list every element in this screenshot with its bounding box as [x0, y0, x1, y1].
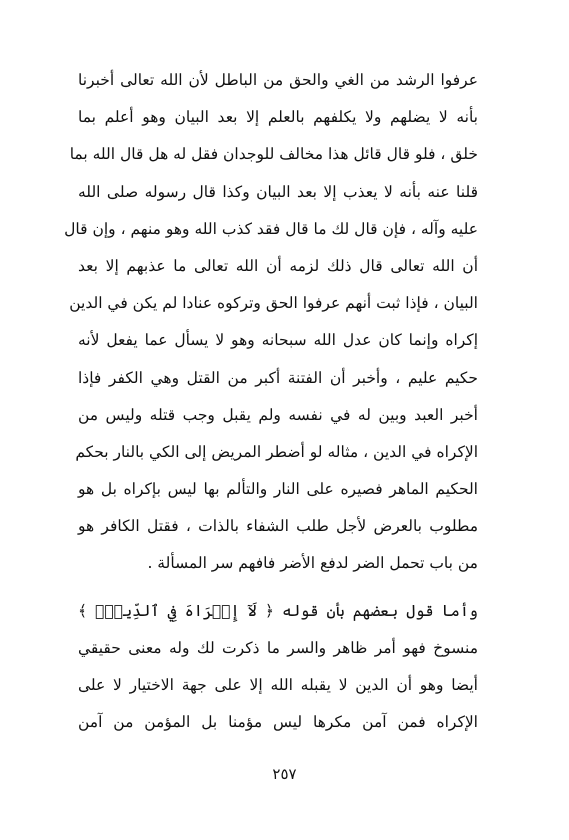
text-line: الإكراه في الدين ، مثاله لو أضطر المريض إلى الكي بالنار بحكم: [75, 442, 478, 461]
text-line: من باب تحمل الضر لدفع الأضر فافهم سر المسألة .: [147, 554, 478, 573]
text-line: خلق ، فلو قال قائل هذا مخالف للوجدان فقل له هل قال الله بما: [69, 145, 478, 164]
page-body: [64, 62, 478, 741]
text-line: وأما قول بعضهم بأن قوله ﴿ لَآ إِكۡرَاهَ فِي ٱلدِّينِۖ ﴾: [78, 601, 478, 620]
text-line: حكيم عليم ، وأخبر أن الفتنة أكبر من القتل وهي الكفر فإذا: [78, 368, 478, 387]
text-line: إكراه وإنما كان عدل الله سبحانه وهو لا يسأل عما يفعل لأنه: [78, 331, 478, 350]
text-line: الحكيم الماهر فصيره على النار والتألم بها ليس بإكراه بل هو: [78, 480, 478, 499]
page-number: ٢٥٧: [272, 765, 297, 783]
text-line: عرفوا الرشد من الغي والحق من الباطل لأن الله تعالى أخبرنا: [78, 71, 478, 89]
text-line: الإكراه فمن آمن مكرها ليس مؤمنا بل المؤمن من آمن: [78, 713, 478, 732]
text-line: أخبر العبد وبين له في نفسه ولم يقبل وجب قتله وليس من: [78, 405, 478, 424]
text-line: قلنا عنه بأنه لا يعذب إلا بعد البيان وكذا قال رسوله صلى الله: [78, 182, 478, 201]
text-line: بأنه لا يضلهم ولا يكلفهم بالعلم إلا بعد البيان وهو أعلم بما: [78, 108, 478, 127]
text-line: مطلوب بالعرض لأجل طلب الشفاء بالذات ، فقتل الكافر هو: [78, 517, 478, 536]
text-line: أيضا وهو أن الدين لا يقبله الله إلا على جهة الاختيار لا على: [78, 676, 478, 694]
text-line: عليه وآله ، فإن قال لك ما قال فقد كذب الله وهو منهم ، وإن قال: [64, 219, 478, 238]
text-line: البيان ، فإذا ثبت أنهم عرفوا الحق وتركوه عنادا لم يكن في الدين: [69, 294, 478, 313]
text-line: أن الله تعالى قال ذلك لزمه أن الله تعالى ما عذبهم إلا بعد: [78, 256, 478, 275]
paragraph-1: [64, 62, 478, 583]
paragraph-gap: [78, 583, 478, 593]
paragraph-2: [78, 593, 478, 742]
text-line: منسوخ فهو أمر ظاهر والسر ما ذكرت لك وله معنى حقيقي: [78, 638, 478, 657]
